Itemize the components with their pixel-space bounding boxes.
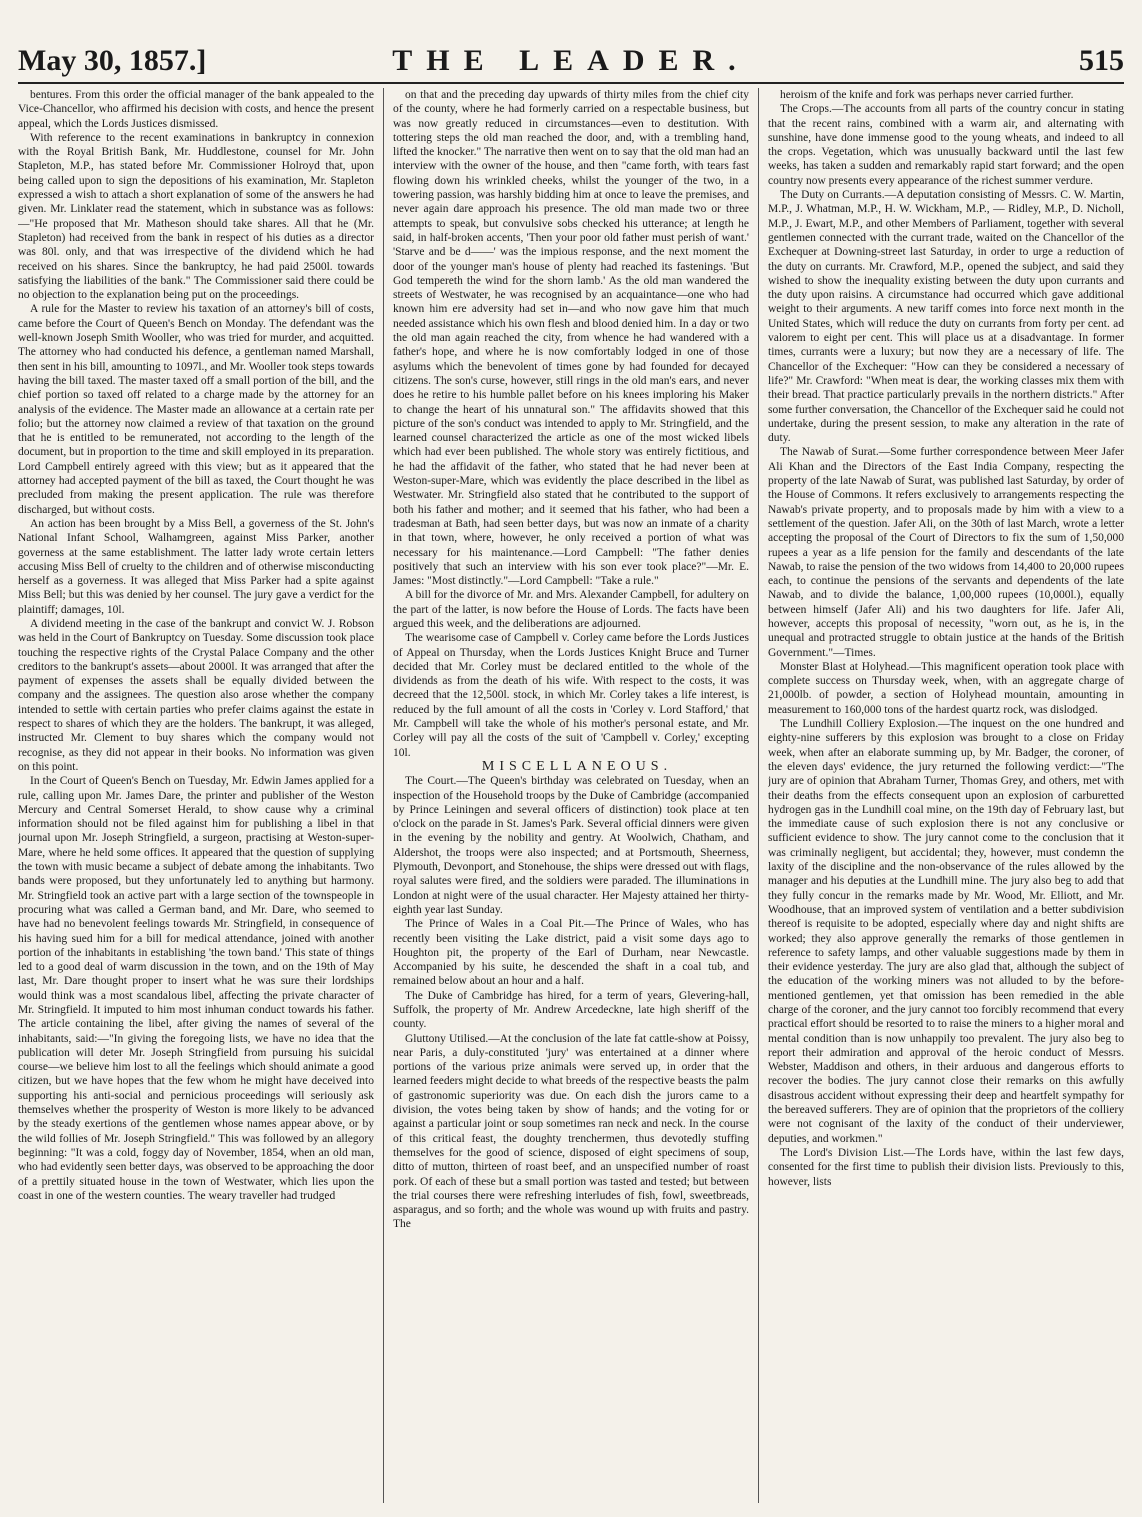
paragraph: The Nawab of Surat.—Some further correspondence between Meer Jafer Ali Khan and the Directors of the East India Company, respecting the property of the late Nawab of Surat, was published last Saturday, by order of the House of Commons. It refers exclusively to arrangements respecting the Nawab's private property, and to proposals made by him with a view to a settlement of the question. Jafer Ali, on the 30th of last March, wrote a letter accepting the proposal of the Court of Directors to fix the sum of 1,50,000 rupees a year as a life pension for the family and descendants of the late Nawab, to raise the pension of the two widows from 14,400 to 20,000 rupees each, to continue the pensions of the servants and dependents of the late Nawab, and to divide the balance, 1,00,000 rupees (10,000l.), equally between himself (Jafer Ali) and his two daughters for life. Jafer Ali, however, accepts this proposal of necessity, "worn out, as he is, in the unequal and protracted struggle to obtain justice at the hands of the British Government."—Times.: [768, 446, 1124, 659]
paragraph: The Lord's Division List.—The Lords have, within the last few days, consented for the first time to publish their division lists. Previously to this, however, lists: [768, 1146, 1124, 1188]
column-rule: [383, 88, 384, 1503]
column-rule: [758, 88, 759, 1503]
paragraph: Monster Blast at Holyhead.—This magnificent operation took place with complete success on Thursday week, when, with an aggregate charge of 21,000lb. of powder, a section of Holyhead mountain, amounting in measurement to 160,000 tons of the hardest quartz rock, was dislodged.: [768, 660, 1124, 716]
paragraph: The wearisome case of Campbell v. Corley came before the Lords Justices of Appeal on Thursday, when the Lords Justices Knight Bruce and Turner decided that Mr. Corley must be declared entitled to the whole of the dividends as from the death of his wife. With respect to the costs, it was decreed that the 12,500l. stock, in which Mr. Corley takes a life interest, is reduced by the full amount of all the costs in 'Corley v. Lord Stafford,' that Mr. Campbell will take the whole of his mother's personal estate, and Mr. Corley will pay all the costs of the suit of 'Campbell v. Corley,' excepting 10l.: [393, 632, 749, 759]
paragraph: In the Court of Queen's Bench on Tuesday, Mr. Edwin James applied for a rule, calling upon Mr. James Dare, the printer and publisher of the Weston Mercury and Central Somerset Herald, to show cause why a criminal information should not be filed against him for publishing a libel in that journal upon Mr. Joseph Stringfield, a surgeon, practising at Weston-super-Mare, where he held some offices. It appeared that the question of supplying the town with music became a subject of debate among the inhabitants. Two bands were proposed, but they unfortunately led to anything but harmony. Mr. Stringfield took an active part with a large section of the townspeople in procuring what was called a German band, and Mr. Dare, who seemed to have had no benevolent feelings towards Mr. Stringfield, in consequence of his having sued him for a bill for medical attendance, joined with another portion of the inhabitants in establishing 'the town band.' This state of things led to a good deal of warm discussion in the town, and on the 19th of May last, Mr. Dare thought proper to insert what he was sure their lordships would think was a most scandalous libel, affecting the private character of Mr. Stringfield. It imputed to him most inhuman conduct towards his father. The article containing the libel, after giving the names of several of the inhabitants, said:—"In giving the foregoing lists, we have no idea that the publication will deter Mr. Joseph Stringfield from pursuing his suicidal course—we believe him lost to all the feelings which should animate a good citizen, but we have hopes that the few whom he might have deceived into supporting his anti-social and pernicious proceedings will seriously ask themselves whether the prosperity of Weston is more likely to be advanced by the steady exertions of the gentlemen whose names appear above, or by the wild follies of Mr. Joseph Stringfield." This was followed by an allegory beginning: "It was a cold, foggy day of November, 1854, when an old man, who had evidently seen better days, was observed to be approaching the door of a prettily situated house in the town of Westwater, which lies upon the coast in one of the western counties. The weary traveller had trudged: [18, 775, 374, 1202]
article-columns: [18, 88, 1124, 1503]
column-3: [768, 88, 1124, 1503]
paragraph: The Court.—The Queen's birthday was celebrated on Tuesday, when an inspection of the Household troops by the Duke of Cambridge (accompanied by Prince Leiningen and several officers of distinction) took place at ten o'clock on the parade in St. James's Park. Several official dinners were given in the evening by the nobility and gentry. At Woolwich, Chatham, and Aldershot, the troops were also inspected; and at Portsmouth, Sheerness, Plymouth, Devonport, and Stonehouse, the ships were dressed out with flags, royal salutes were fired, and the soldiers were paraded. The illuminations in London at night were of the usual character. Her Majesty attained her thirty-eighth year last Sunday.: [393, 775, 749, 916]
masthead: [18, 8, 1124, 84]
paragraph: Gluttony Utilised.—At the conclusion of the late fat cattle-show at Poissy, near Paris, a duly-constituted 'jury' was entertained at a dinner where portions of the various prize animals were served up, in order that the learned feeders might decide to what breeds of the respective beasts the palm of gastronomic superiority was due. On each dish the jurors came to a division, the votes being taken by show of hands; and the voting for or against a particular joint or soup sometimes ran neck and neck. In the course of this critical feast, the doughty trenchermen, thus devotedly stuffing themselves for the good of science, disposed of eight specimens of soup, ditto of mutton, thirteen of roast beef, and an unspecified number of roast pork. Of each of these but a small portion was tasted and tested; but between the trial courses there were refreshing interludes of fish, fowl, sweetbreads, asparagus, and so forth; and the whole was wound up with fruits and pastry. The: [393, 1032, 749, 1231]
issue-date: May 30, 1857.]: [18, 44, 207, 77]
paragraph: The Prince of Wales in a Coal Pit.—The Prince of Wales, who has recently been visiting the Lake district, paid a visit some days ago to Houghton pit, the property of the Earl of Durham, near Newcastle. Accompanied by his suite, he descended the shaft in a coal tub, and remained below about an hour and a half.: [393, 918, 749, 988]
paragraph: The Lundhill Colliery Explosion.—The inquest on the one hundred and eighty-nine sufferers by this explosion was brought to a close on Friday week, when after an elaborate summing up, by Mr. Badger, the coroner, of the eleven days' evidence, the jury returned the following verdict:—"The jury are of opinion that Abraham Turner, Thomas Grey, and others, met with their deaths from the effects consequent upon an explosion of carburetted hydrogen gas in the Lundhill coal mine, on the 19th day of February last, but the immediate cause of such explosion there is not any conclusive or sufficient evidence to show. The jury cannot come to the conclusion that it was criminally negligent, but accidental; they, however, must condemn the laxity of the discipline and the non-observance of the rules allowed by the manager and his deputies at the Lundhill mine. The jury also beg to add that they fully concur in the remarks made by Mr. Wood, Mr. Elliott, and Mr. Woodhouse, that an improved system of ventilation and a better subdivision thereof is requisite to be adopted, especially where day and night shifts are worked; they also approve generally the remarks of those gentlemen in reference to safety lamps, and other valuable suggestions made by them in their evidence yesterday. The jury are also glad that, although the subject of the education of the working miners was not alluded to by the before-mentioned gentlemen, yet that omission has been remedied in the able charge of the coroner, and the jury cannot too forcibly recommend that every practical effort should be resorted to to raise the miners to a higher moral and mental condition than is now unhappily too prevalent. The jury also beg to report their admiration and approval of the heroic conduct of Messrs. Webster, Maddison and others, in their arduous and dangerous efforts to recover the bodies. The jury cannot close their remarks on this awfully disastrous accident without expressing their deep and heartfelt sympathy for the bereaved sufferers. They are of opinion that the proprietors of the colliery were not cognisant of the laxity of the conduct of their underviewer, deputies, and workmen.": [768, 718, 1124, 1145]
paragraph: on that and the preceding day upwards of thirty miles from the chief city of the county, where he had formerly carried on a respectable business, but was now greatly reduced in circumstances—even to destitution. With tottering steps the old man reached the door, and, with a trembling hand, lifted the knocker." The narrative then went on to say that the old man had an interview with the owner of the house, and then "came forth, with tears fast flowing down his wrinkled cheeks, whilst the younger of the two, in a towering passion, was harshly bidding him at once to leave the premises, and never again dare approach his presence. The old man made two or three attempts to speak, but convulsive sobs checked his utterance; at length he said, in half-broken accents, 'Then your poor old father must perish of want.' 'Starve and be d——' was the impious response, and the next moment the door of the younger man's house of plenty had reached its fastenings. 'But God tempereth the wind for the shorn lamb.' As the old man wandered the streets of Westwater, he was recognised by an acquaintance—one who had known him ere adversity had set in—and who now gave him that much needed assistance which his own flesh and blood denied him. In a day or two the old man again reached the city, from whence he had wandered with a father's hope, and where he is now comfortably lodged in one of those asylums which the benevolent of times gone by had founded for decayed citizens. The son's curse, however, still rings in the old man's ears, and never does he retire to his humble pallet before on his knees imploring his Maker to change the heart of his unnatural son." The affidavits showed that this picture of the son's conduct was intended to apply to Mr. Stringfield, and the learned counsel characterized the article as one of the most wicked libels which had ever been published. The whole story was entirely fictitious, and he had the affidavit of the father, who stated that he had never been at Weston-super-Mare, which was evidently the place described in the libel as Westwater. Mr. Stringfield also stated that he contributed to the support of both his father and mother; and it seemed that his father, who had been a tradesman at Bath, had seen better days, but was now an inmate of a charity in that town, where, however, he only received a portion of what was necessary for his maintenance.—Lord Campbell: "The father denies positively that such an interview with his son ever took place?"—Mr. E. James: "Most distinctly."—Lord Campbell: "Take a rule.": [393, 89, 749, 588]
paragraph: An action has been brought by a Miss Bell, a governess of the St. John's National Infant School, Walhamgreen, against Miss Parker, another governess at the same establishment. The latter lady wrote certain letters accusing Miss Bell of cruelty to the children and of otherwise misconducting herself as a governess. It was alleged that Miss Parker had a spite against Miss Bell; but this was denied by her counsel. The jury gave a verdict for the plaintiff; damages, 10l.: [18, 517, 374, 616]
paragraph: The Duty on Currants.—A deputation consisting of Messrs. C. W. Martin, M.P., J. Whatman, M.P., H. W. Wickham, M.P., — Ridley, M.P., D. Nicholl, M.P., J. Ewart, M.P., and other Members of Parliament, together with several gentlemen connected with the currant trade, waited on the Chancellor of the Exchequer at Downing-street last Saturday, in order to urge a reduction of the duty on currants. Mr. Crawford, M.P., opened the subject, and said they wished to show the inequality existing between the duty upon currants and the duty upon raisins. A circumstance had occurred which gave additional weight to their arguments. A new tariff comes into force next month in the United States, which will reduce the duty on currants from forty per cent. ad valorem to eight per cent. This will place us at a disadvantage. In former times, currants were a luxury; but now they are a necessary of life. The Chancellor of the Exchequer: "How can they be considered a necessary of life?" Mr. Crawford: "When meat is dear, the working classes mix them with their bread. That practice particularly prevails in the northern districts." After some further conversation, the Chancellor of the Exchequer said he could not undertake, during the present session, to make any alteration in the rate of duty.: [768, 189, 1124, 445]
paragraph: heroism of the knife and fork was perhaps never carried further.: [780, 89, 1074, 101]
paragraph: The Duke of Cambridge has hired, for a term of years, Glevering-hall, Suffolk, the property of Mr. Andrew Arcedeckne, late high sheriff of the county.: [393, 989, 749, 1031]
paragraph: A dividend meeting in the case of the bankrupt and convict W. J. Robson was held in the Court of Bankruptcy on Tuesday. Some discussion took place touching the respective rights of the Crystal Palace Company and the other creditors to the bankrupt's assets—about 2000l. It was arranged that after the payment of expenses the assets shall be equally divided between the company and the assignees. The question also arose whether the company intended to settle with certain parties who prefer claims against the estate in respect to shares of which they are the holders. The bankrupt, it was alleged, instructed Mr. Clement to buy shares which the company would not recognise, as they did not appear in their books. No information was given on this point.: [18, 617, 374, 773]
column-2: [393, 88, 749, 1503]
page-number: 515: [1079, 44, 1124, 77]
paragraph: A rule for the Master to review his taxation of an attorney's bill of costs, came before the Court of Queen's Bench on Monday. The defendant was the well-known Joseph Smith Wooller, who was tried for murder, and acquitted. The attorney who had conducted his defence, a gentleman named Marshall, then sent in his bill, amounting to 1097l., and Mr. Wooller took steps towards having the bill taxed. The master taxed off a small portion of the bill, and the chief portion so taxed off related to a charge made by the attorney for an analysis of the evidence. The Master made an allowance at a certain rate per folio; but the attorney now claimed a review of that taxation on the ground that he is entitled to be remunerated, not according to the length of the document, but in proportion to the time and skill employed in its preparation. Lord Campbell entirely agreed with this view; but as it appeared that the attorney had accepted payment of the bill as taxed, the Court thought he was precluded from making the present application. The rule was therefore discharged, but without costs.: [18, 303, 374, 516]
paragraph: The Crops.—The accounts from all parts of the country concur in stating that the recent rains, combined with a warm air, and alternating with sunshine, have done immense good to the young wheats, and indeed to all the crops. Vegetation, which was unusually backward until the last few weeks, has taken a sudden and remarkably rapid start forward; and the open country now presents every appearance of the richest summer verdure.: [768, 103, 1124, 187]
paragraph: With reference to the recent examinations in bankruptcy in connexion with the Royal British Bank, Mr. Huddlestone, counsel for Mr. John Stapleton, M.P., has stated before Mr. Commissioner Holroyd that, upon being called upon to sign the depositions of his examination, Mr. Stapleton expressed a wish to attach a short explanation of some of the answers he had given. Mr. Linklater read the statement, which in substance was as follows:—"He proposed that Mr. Matheson should take shares. All that he (Mr. Stapleton) had received from the bank in respect of his duties as a director was 80l. only, and that was irrespective of the dividend which he had received on his shares. Since the bankruptcy, he had paid 2500l. towards satisfying the liabilities of the bank." The Commissioner said there could be no objection to the explanation being put on the proceedings.: [18, 131, 374, 302]
column-1: [18, 88, 374, 1503]
section-heading-miscellaneous: MISCELLANEOUS.: [481, 758, 673, 774]
paragraph: bentures. From this order the official manager of the bank appealed to the Vice-Chancellor, who affirmed his decision with costs, and hence the present appeal, which the Lords Justices dismissed.: [18, 89, 374, 130]
newspaper-title: THE LEADER.: [392, 44, 750, 77]
paragraph: A bill for the divorce of Mr. and Mrs. Alexander Campbell, for adultery on the part of the latter, is now before the House of Lords. The facts have been argued this week, and the deliberations are adjourned.: [393, 589, 749, 630]
